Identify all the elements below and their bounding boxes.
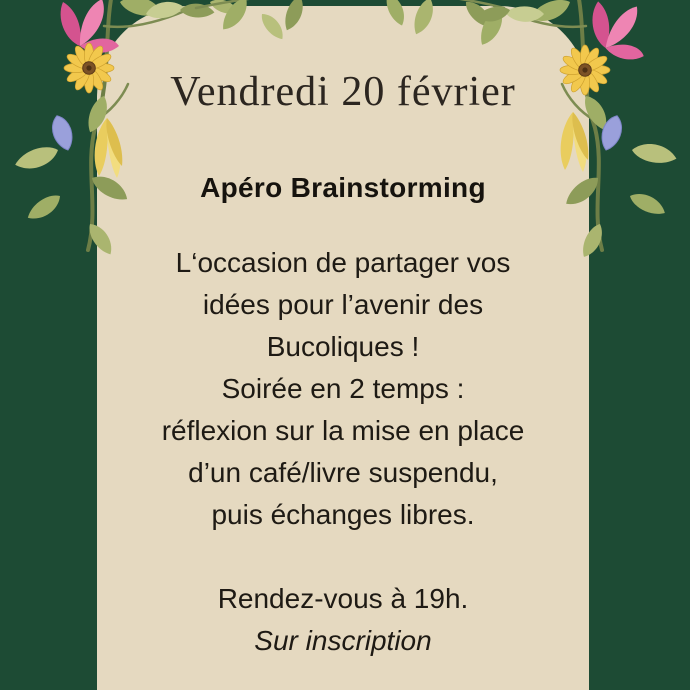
pink-flower <box>585 0 653 63</box>
purple-bud-flower <box>48 113 76 153</box>
description-line: puis échanges libres. <box>211 499 475 530</box>
description-line: Bucoliques ! <box>266 331 420 362</box>
event-footer <box>97 578 589 662</box>
description-line: réflexion sur la mise en place <box>161 415 525 446</box>
description-line: L‘occasion de partager vos <box>175 247 511 278</box>
registration-text: Sur inscription <box>254 625 432 656</box>
description-line: Soirée en 2 temps : <box>221 373 465 404</box>
event-description <box>97 242 589 536</box>
description-line: d’un café/livre suspendu, <box>188 457 498 488</box>
event-name: Apéro Brainstorming <box>200 172 486 203</box>
event-card <box>97 6 589 690</box>
meeting-time-text: Rendez-vous à 19h. <box>217 583 469 614</box>
description-line: idées pour l’avenir des <box>202 289 484 320</box>
pink-flower <box>61 0 119 53</box>
event-date-title: Vendredi 20 février <box>170 69 516 115</box>
purple-bud-flower <box>597 113 625 153</box>
